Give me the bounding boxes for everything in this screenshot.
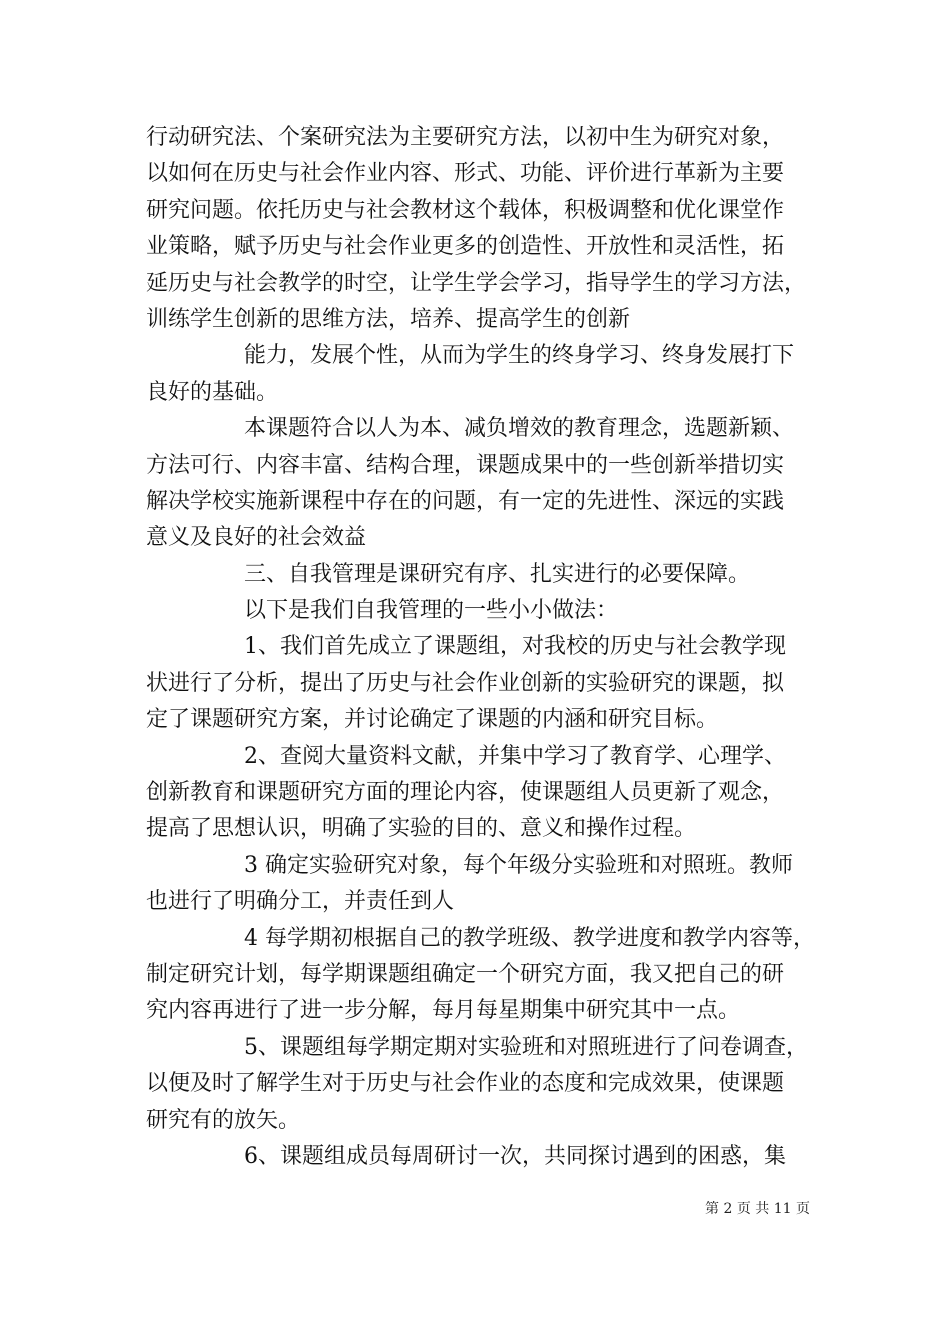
- text-line-indented: 3 确定实验研究对象，每个年级分实验班和对照班。教师: [244, 852, 793, 878]
- text-line: 究内容再进行了进一步分解，每月每星期集中研究其中一点。: [146, 998, 741, 1024]
- text-line: 方法可行、内容丰富、结构合理，课题成果中的一些创新举措切实: [146, 452, 785, 478]
- text-line: 状进行了分析，提出了历史与社会作业创新的实验研究的课题，拟: [146, 670, 785, 696]
- text-line-indented: 1、我们首先成立了课题组，对我校的历史与社会教学现: [244, 634, 786, 660]
- text-line: 解决学校实施新课程中存在的问题，有一定的先进性、深远的实践: [146, 488, 785, 514]
- text-line-indented: 本课题符合以人为本、减负增效的教育理念，选题新颖、: [244, 416, 795, 442]
- text-line: 研究有的放矢。: [146, 1107, 301, 1133]
- text-line: 研究问题。依托历史与社会教材这个载体，积极调整和优化课堂作: [146, 197, 785, 223]
- document-body: [146, 120, 815, 1175]
- text-line-indented: 6、课题组成员每周研讨一次，共同探讨遇到的困惑，集: [244, 1143, 786, 1169]
- text-line: 定了课题研究方案，并讨论确定了课题的内涵和研究目标。: [146, 707, 719, 733]
- text-line: 提高了思想认识，明确了实验的目的、意义和操作过程。: [146, 816, 697, 842]
- page-number: 第 2 页 共 11 页: [705, 1201, 810, 1217]
- text-line: 意义及良好的社会效益: [146, 525, 367, 551]
- text-line-indented: 4 每学期初根据自己的教学班级、教学进度和教学内容等，: [244, 925, 815, 951]
- section-heading: 三、自我管理是课研究有序、扎实进行的必要保障。: [244, 561, 751, 587]
- text-line-indented: 2、查阅大量资料文献，并集中学习了教育学、心理学、: [244, 743, 786, 769]
- text-line-indented: 5、课题组每学期定期对实验班和对照班进行了问卷调查，: [244, 1034, 808, 1060]
- text-line: 业策略，赋予历史与社会作业更多的创造性、开放性和灵活性，拓: [146, 234, 785, 260]
- text-line-indented: 能力，发展个性，从而为学生的终身学习、终身发展打下: [244, 343, 795, 369]
- text-line: 训练学生创新的思维方法，培养、提高学生的创新: [146, 306, 631, 332]
- text-line: 延历史与社会教学的时空，让学生学会学习，指导学生的学习方法，: [146, 270, 807, 296]
- text-line: 制定研究计划，每学期课题组确定一个研究方面，我又把自己的研: [146, 961, 785, 987]
- text-line-indented: 以下是我们自我管理的一些小小做法：: [244, 598, 619, 624]
- text-line: 以便及时了解学生对于历史与社会作业的态度和完成效果，使课题: [146, 1071, 785, 1097]
- text-line: 良好的基础。: [146, 379, 279, 405]
- text-line: 也进行了明确分工，并责任到人: [146, 889, 455, 915]
- text-line: 以如何在历史与社会作业内容、形式、功能、评价进行革新为主要: [146, 161, 785, 187]
- text-line: 创新教育和课题研究方面的理论内容，使课题组人员更新了观念，: [146, 780, 785, 806]
- text-line: 行动研究法、个案研究法为主要研究方法，以初中生为研究对象，: [146, 125, 785, 150]
